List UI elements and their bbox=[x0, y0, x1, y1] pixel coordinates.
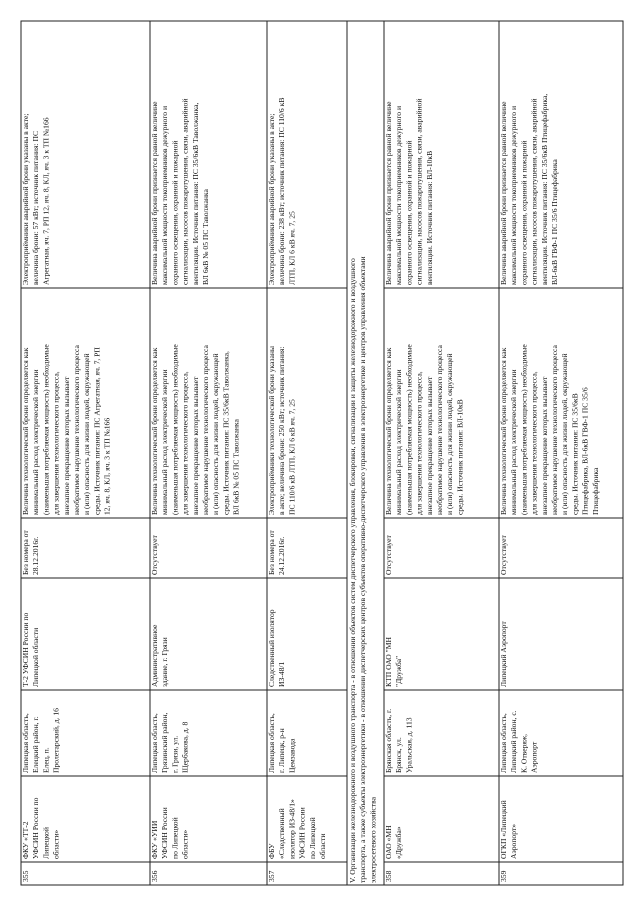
cell-owner: КТП ОАО "МН"Дружба" bbox=[384, 636, 404, 687]
cell-owner: Т-2 УФСИН России поЛипецкой области bbox=[21, 612, 41, 687]
cell-emerg: Величина аварийной брони признается равной величинемаксимальной мощности токоприемников дежурного иохранного освещения, охранной и пожарнойсигнализации, насосов пожаротушения, связи, аварийнойвентиляции. Источник питания: ВЛ-10кВ bbox=[384, 98, 434, 285]
cell-tech: Величина технологической брони определяется какминимальный расход электрической энергии(наименьшая потребляемая мощность) необходимыедля завершения технологического процесса,внезапное прекращение которых вызываетнеобратимое нарушение технологического процессаи (или) опасность для жизни людей, окружающейсреды. Источник питания: ПС Агрегатная, яч. 7, РП12, яч. 8, КЛ, яч. 3 к ТП №166 bbox=[21, 344, 112, 515]
cell-owner: Административноездание, г. Грязи bbox=[150, 624, 170, 687]
cell-num: 355 bbox=[21, 870, 30, 882]
cell-tech: Величина технологической брони определяется какминимальный расход электрической энергии(наименьшая потребляемая мощность) необходимыедля завершения технологического процесса,внезапное прекращение которых вызываетнеобратимое нарушение технологического процессаи (или) опасность для жизни людей, окружающейсреды. Источник питания: ПС 35/6кВ Таволжанка,ВЛ 6кВ № 05 ПС Таволжанка bbox=[150, 344, 241, 515]
cell-name: ФКУ «ТТ-2УФСИН России поЛипецкойобласти» bbox=[21, 797, 61, 859]
cell-num: 357 bbox=[267, 870, 276, 882]
cell-act: Без номера от24.12.2016г. bbox=[267, 530, 287, 575]
cell-num: 359 bbox=[499, 870, 508, 882]
cell-num: 358 bbox=[384, 870, 393, 882]
cell-address: Липецкая область,г. Липецк, р-нЦемзавода bbox=[267, 713, 297, 773]
cell-act: Отсутствует bbox=[499, 535, 508, 575]
cell-act: Отсутствует bbox=[384, 535, 393, 575]
section-heading: V. Организации железнодорожного и воздушного транспорта - в отношении объектов систем диспетчерского управления, блокировки, сигнализации и защиты железнодорожного и воздушноготранспорта, а также субъекты электроэнергетики - в отношении диспетчерских центров субъектов оперативно-диспетчерского управления в электроэнергетике и центров управления объектамиэлектросетевого хозяйства bbox=[348, 256, 378, 883]
cell-address: Липецкая область,Елецкий район, г.Елец, п.Пролетарский, д. 16 bbox=[21, 708, 61, 773]
cell-name: ФКУ «УИИУФСИН Россиипо Липецкойобласти» bbox=[150, 807, 190, 859]
cell-tech: Электроприёмники технологической брони указаныв акте; величина брони: 250 кВт; источник питания:ПС 110/6 кВ ЛТП, КЛ 6 кВ яч. 7, 25 bbox=[267, 345, 297, 515]
cell-tech: Величина технологической брони определяется какминимальный расход электрической энергии(наименьшая потребляемая мощность) необходимыедля завершения технологического процесса,внезапное прекращение которых вызываетнеобратимое нарушение технологического процессаи (или) опасность для жизни людей, окружающейсреды. Источник питания: ПС 35/6кВПтицефабрика, ВЛ-6кВ ГВФ-1 ПС 35/6Птицефабрика bbox=[499, 344, 600, 515]
cell-act: Отсутствует bbox=[150, 535, 159, 575]
cell-name: ОГКП «ЛипецкийАэропорт» bbox=[499, 800, 519, 859]
cell-num: 356 bbox=[150, 870, 159, 882]
cell-emerg: Величина аварийной брони признается равной величинемаксимальной мощности токоприемников дежурного иохранного освещения, охранной и пожарнойсигнализации, насосов пожаротушения, связи, аварийнойвентиляции. Источник питания: ПС 35/6кВ Таволжанка,ВЛ 6кВ № 05 ПС Таволжанка bbox=[150, 98, 210, 285]
cell-address: Липецкая область,Грязинский район,г. Грязи, ул.Щербакова, д. 8 bbox=[150, 712, 190, 773]
cell-name: ОАО «МН«Дружба» bbox=[384, 825, 404, 859]
cell-address: Брянская область, г.Брянск, ул.Уральская, д. 113 bbox=[384, 708, 414, 773]
cell-tech: Величина технологической брони определяется какминимальный расход электрической энергии(наименьшая потребляемая мощность) необходимыедля завершения технологического процесса,внезапное прекращение которых вызываетнеобратимое нарушение технологического процессаи (или) опасность для жизни людей, окружающейсреды. Источник питания: ВЛ-10кВ bbox=[384, 344, 465, 515]
cell-emerg: Электроприёмники аварийной брони указаны в акте;величина брони: 57 кВт; источник питания: ПСАгрегатная, яч. 7, РП 12, яч. 8, КЛ, яч. 3 к ТП №166 bbox=[21, 113, 51, 285]
table-content bbox=[21, 94, 600, 883]
cell-act: Без номера от28.12.2016г. bbox=[21, 530, 41, 575]
cell-owner: Следственный изоляторИЗ-48/1 bbox=[267, 609, 287, 687]
cell-emerg: Электроприёмники аварийной брони указаны в акте;величина брони: 238 кВт; источник питания: ПС 110/6 кВЛТП, КЛ 6 кВ яч. 7, 25 bbox=[267, 97, 297, 285]
cell-name: ФБУ«Следственныйизолятор ИЗ-48/1»УФСИН Россиипо Липецкойобласти bbox=[267, 799, 327, 859]
cell-emerg: Величина аварийной брони признается равной величинемаксимальной мощности токоприемников дежурного иохранного освещения, охранной и пожарнойсигнализации, насосов пожаротушения, связи, аварийнойвентиляции. Источник питания: ПС 35/6кВ Птицефабрика,ВЛ-6кВ ГВФ-1 ПС 35/6 Птицефабрика bbox=[499, 93, 559, 285]
cell-owner: Липецкий Аэропорт bbox=[499, 621, 508, 687]
cell-address: Липецкая область,Липецкий район, с.К. Отверяж,Аэропорт bbox=[499, 710, 539, 773]
